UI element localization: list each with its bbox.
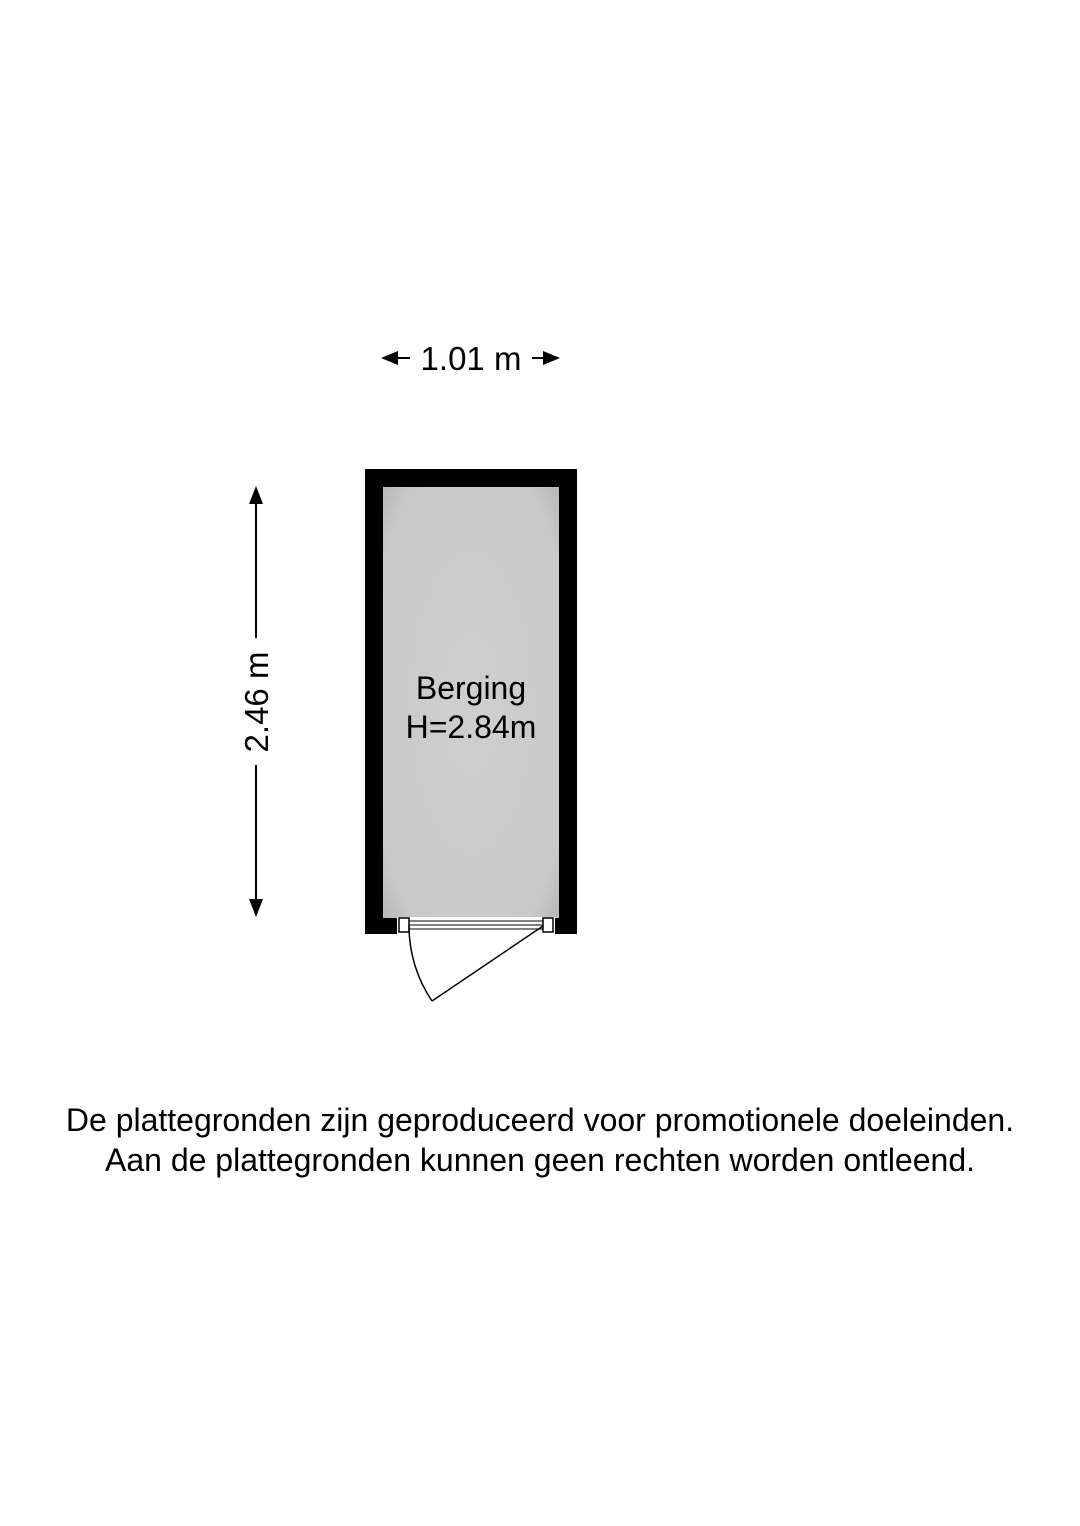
width-arrow-left [381,351,398,365]
height-dimension [238,486,275,917]
room-name: Berging [415,670,527,706]
door-swing-arc [409,926,432,1001]
door-leaf [432,926,543,1001]
door-jamb-right [543,918,553,932]
height-arrow-bottom [249,899,263,917]
room-berging [365,469,577,1001]
room-ceiling-height: H=2.84m [405,709,537,745]
width-arrow-right [543,351,560,365]
disclaimer-line-2: Aan de plattegronden kunnen geen rechten worden ontleend. [104,1142,975,1178]
door-jamb-left [399,918,409,932]
width-dimension [381,340,560,377]
disclaimer-line-1: De plattegronden zijn geproduceerd voor promotionele doeleinden. [65,1102,1015,1138]
disclaimer [0,1100,1080,1180]
height-arrow-top [249,486,263,504]
width-label: 1.01 m [420,340,522,377]
height-label: 2.46 m [238,651,275,753]
